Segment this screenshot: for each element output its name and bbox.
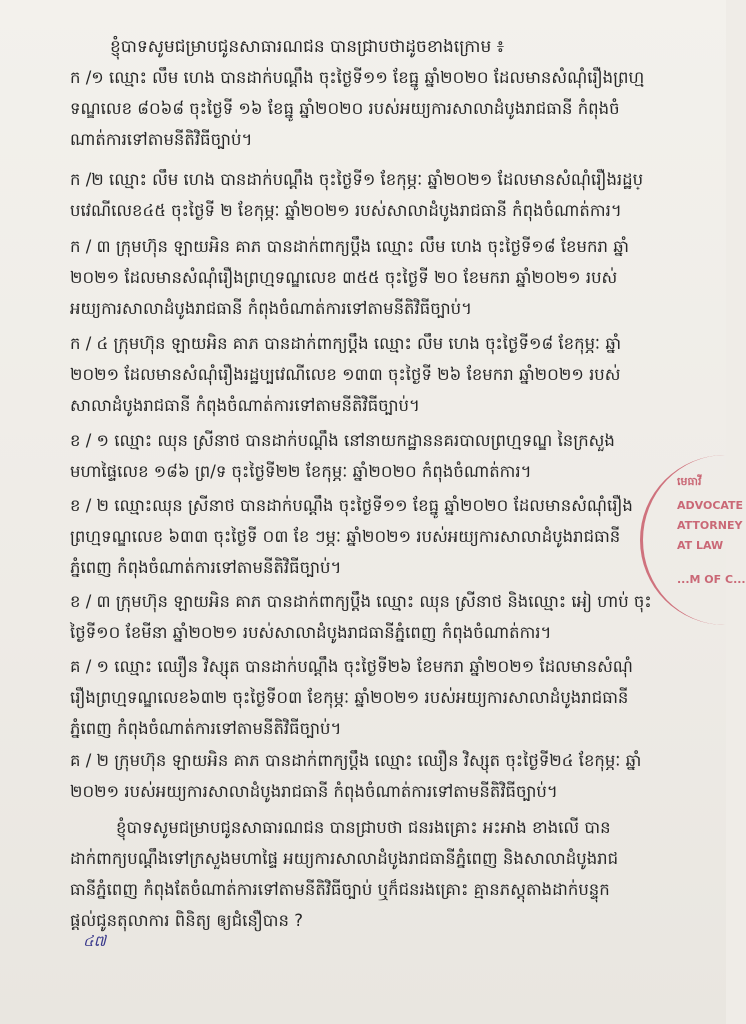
text-line: ខ / ១ ឈ្មោះ ឈុន ស្រីនាថ បានដាក់បណ្តឹង នៅនាយកដ្ឋាននគរបាលព្រហ្មទណ្ឌ នៃក្រសួង	[70, 431, 615, 450]
list-item-k1	[70, 62, 710, 155]
text-line: គ / ១ ឈ្មោះ ឈឿន វិស្សុត បានដាក់បណ្តឹង ចុះថ្ងៃទី២៦ ខែមករា ឆ្នាំ២០២១ ដែលមានសំណុំ	[70, 657, 633, 676]
list-item-k3	[70, 231, 710, 324]
stamp-text: ADVOCATE	[677, 499, 744, 512]
text-line: ណាត់ការទៅតាមនីតិវិធីច្បាប់។	[70, 130, 253, 149]
text-line: រឿងព្រហ្មទណ្ឌលេខ៦៣២ ចុះថ្ងៃទី០៣ ខែកុម្ភៈ ឆ្នាំ២០២១ របស់អយ្យការសាលាដំបូងរាជធានី	[70, 688, 629, 707]
stamp-text: AT LAW	[677, 539, 724, 552]
list-item-kh3	[70, 586, 710, 648]
text-line: ក / ៤ ក្រុមហ៊ុន ឡាយអិន គាភ បានដាក់ពាក្យប្តឹង ឈ្មោះ លឹម ហេង ចុះថ្ងៃទី១៨ ខែកុម្ភៈ ឆ្នាំ	[70, 334, 622, 353]
text-line: ២០២១ ដែលមានសំណុំរឿងព្រហ្មទណ្ឌលេខ ៣៥៥ ចុះថ្ងៃទី ២០ ខែមករា ឆ្នាំ២០២១ របស់	[70, 268, 618, 287]
text-line: ក / ៣ ក្រុមហ៊ុន ឡាយអិន គាភ បានដាក់ពាក្យប្តឹង ឈ្មោះ លឹម ហេង ចុះថ្ងៃទី១៨ ខែមករា ឆ្នាំ	[70, 237, 629, 256]
list-item-k2	[70, 164, 710, 226]
text-line: ដាក់ពាក្យបណ្តឹងទៅក្រសួងមហាផ្ទៃ អយ្យការសាលាដំបូងរាជធានីភ្នំពេញ និងសាលាដំបូងរាជ	[70, 849, 619, 868]
list-item-kh2	[70, 490, 710, 583]
text-line: ភ្នំពេញ កំពុងចំណាត់ការទៅតាមនីតិវិធីច្បាប់។	[70, 719, 342, 738]
text-line: អយ្យការសាលាដំបូងរាជធានី កំពុងចំណាត់ការទៅតាមនីតិវិធីច្បាប់។	[70, 299, 472, 318]
list-item-k4	[70, 328, 710, 421]
stamp-text: ATTORNEY	[677, 519, 743, 532]
text-line: ធានីភ្នំពេញ កំពុងតែចំណាត់ការទៅតាមនីតិវិធីច្បាប់ ឬក៏ជនរងគ្រោះ គ្មានភស្តុតាងដាក់បន្ទុក	[70, 880, 610, 899]
list-item-g2	[70, 745, 710, 807]
text-line: បវេណីលេខ៤៥ ចុះថ្ងៃទី ២ ខែកុម្ភៈ ឆ្នាំ២០២១ របស់សាលាដំបូងរាជធានី កំពុងចំណាត់ការ។	[70, 201, 622, 220]
closing-paragraph	[70, 812, 710, 936]
text-line: ក /២ ឈ្មោះ លឹម ហេង បានដាក់បណ្តឹង ចុះថ្ងៃទី១ ខែកុម្ភៈ ឆ្នាំ២០២១ ដែលមានសំណុំរឿងរដ្ឋប្	[70, 170, 644, 189]
text-line: ខ / ២ ឈ្មោះឈុន ស្រីនាថ បានដាក់បណ្តឹង ចុះថ្ងៃទី១១ ខែធ្នូ ឆ្នាំ២០២០ ដែលមានសំណុំរឿង	[70, 496, 633, 515]
text-line: មហាផ្ទៃលេខ ១៨៦ ព្រ/ទ ចុះថ្ងៃទី២២ ខែកុម្ភៈ ឆ្នាំ២០២០ កំពុងចំណាត់ការ។	[70, 462, 532, 481]
text-line: ២០២១ របស់អយ្យការសាលាដំបូងរាជធានី កំពុងចំណាត់ការទៅតាមនីតិវិធីច្បាប់។	[70, 782, 558, 801]
text-line: ខ / ៣ ក្រុមហ៊ុន ឡាយអិន គាភ បានដាក់ពាក្យប្តឹង ឈ្មោះ ឈុន ស្រីនាថ និងឈ្មោះ អៀ ហាប់ ចុះ	[70, 592, 652, 611]
text-line: សាលាដំបូងរាជធានី កំពុងចំណាត់ការទៅតាមនីតិវិធីច្បាប់។	[70, 396, 420, 415]
text-line: ភ្នំពេញ កំពុងចំណាត់ការទៅតាមនីតិវិធីច្បាប់។	[70, 558, 342, 577]
handwritten-page-number: ៤៧	[83, 932, 106, 950]
text-line: ទណ្ឌលេខ ៨០៦៨ ចុះថ្ងៃទី ១៦ ខែធ្នូ ឆ្នាំ២០២០ របស់អយ្យការសាលាដំបូងរាជធានី កំពុងចំ	[70, 99, 620, 118]
text-line: ថ្ងៃទី១០ ខែមីនា ឆ្នាំ២០២១ របស់សាលាដំបូងរាជធានីភ្នំពេញ កំពុងចំណាត់ការ។	[70, 623, 552, 642]
stamp-text: ...M OF C...	[677, 573, 746, 586]
intro-line: ខ្ញុំបាទសូមជម្រាបជូនសាធារណជន បានជ្រាបថាដូចខាងក្រោម ៖	[110, 37, 505, 57]
text-line: ព្រហ្មទណ្ឌលេខ ៦៣៣ ចុះថ្ងៃទី ០៣ ខែ ៗម្ភៈ ឆ្នាំ២០២១ របស់អយ្យការសាលាដំបូងរាជធានី	[70, 527, 621, 546]
text-line: ក /១ ឈ្មោះ លឹម ហេង បានដាក់បណ្តឹង ចុះថ្ងៃទី១១ ខែធ្នូ ឆ្នាំ២០២០ ដែលមានសំណុំរឿងព្រហ្ម	[70, 68, 645, 87]
list-item-kh1	[70, 425, 710, 487]
list-item-g1	[70, 651, 710, 744]
stamp-text: មេធាវី	[677, 475, 702, 488]
text-line: ២០២១ ដែលមានសំណុំរឿងរដ្ឋប្បវេណីលេខ ១៣៣ ចុះថ្ងៃទី ២៦ ខែមករា ឆ្នាំ២០២១ របស់	[70, 365, 621, 384]
text-line: ខ្ញុំបាទសូមជម្រាបជូនសាធារណជន បានជ្រាបថា ជនរងគ្រោះ អះអាង ខាងលើ បាន	[116, 818, 611, 837]
text-line: ផ្តល់ជូនតុលាការ ពិនិត្យ ឲ្យជំនឿបាន ?	[70, 911, 303, 930]
text-line: គ / ២ ក្រុមហ៊ុន ឡាយអិន គាភ បានដាក់ពាក្យប្តឹង ឈ្មោះ ឈឿន វិស្សុត ចុះថ្ងៃទី២៤ ខែកុម្ភៈ ឆ្នាំ	[70, 751, 642, 770]
